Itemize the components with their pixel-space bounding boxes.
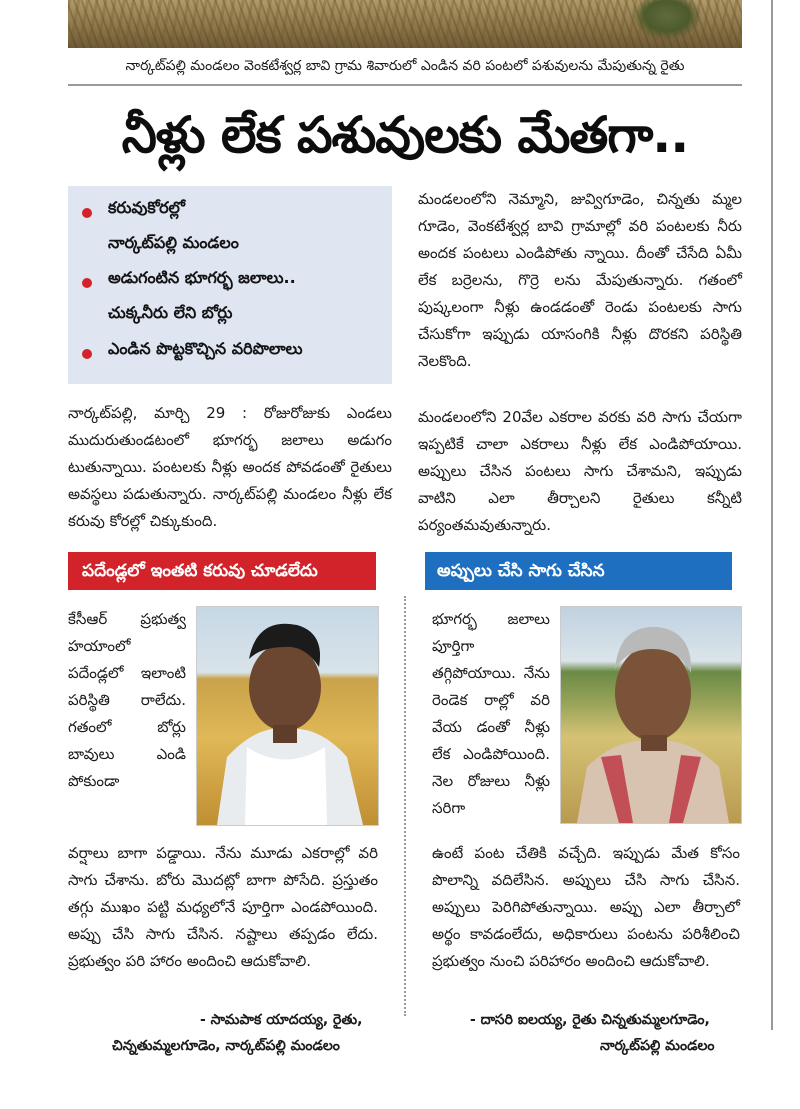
bullet-icon (82, 208, 92, 218)
right-column-paragraph-2: మండలంలోని 20వేల ఎకరాల వరకు వరి సాగు చేయగా ఇప్పటికే చాలా ఎకరాలు నీళ్లు లేక ఎండిపోయాయి. అప్పులు చేసిన పంటలు సాగు చేశామని, ఇప్పుడు వాటిని ఎలా తీర్చాలని రైతులు కన్నీటి పర్యంతమవుతున్నారు. (418, 408, 742, 534)
highlight-3-line-1: ఎండిన పొట్టకొచ్చిన వరిపొలాలు (108, 339, 303, 358)
highlight-1-line-1: కరువుకోరల్లో (108, 198, 186, 217)
farmer-portrait-icon (197, 607, 378, 825)
highlight-2-line-1: అడుగంటిన భూగర్భ జలాలు.. (108, 268, 296, 287)
farmer-photo-left (196, 606, 379, 826)
quote-right-side-text: భూగర్భ జలాలు పూర్తిగా తగ్గిపోయాయి. నేను రెండెక రాల్లో వరి వేయ డంతో నీళ్లు లేక ఎండిపోయింది. నెల రోజులు నీళ్లు సరిగా (432, 610, 550, 817)
quote-left-text: వర్షాలు బాగా పడ్డాయి. నేను మూడు ఎకరాల్లో వరి సాగు చేశాను. బోరు మొదట్లో బాగా పోసేది. ప్రస్తుతం తగ్గు ముఖం పట్టి మధ్యలోనే పూర్తిగా ఎండపోయింది. అప్పు చేసి సాగు చేసిన. నష్టాలు తప్పడం లేదు. ప్రభుత్వం పరి హారం అందించి ఆదుకోవాలి. (68, 844, 378, 970)
column-rule-right (771, 0, 773, 1030)
caption-divider (68, 84, 742, 86)
quote-left-heading: పదేండ్లలో ఇంతటి కరువు చూడలేదు (68, 552, 376, 590)
highlights-box (68, 186, 392, 384)
bullet-icon (82, 278, 92, 288)
highlight-1-line-2: నార్కట్‌పల్లి మండలం (108, 233, 239, 252)
quote-right-text: ఉంటే పంట చేతికి వచ్చేది. ఇప్పుడు మేత కోసం పొలాన్ని వదిలేసిన. అప్పులు చేసి సాగు చేసిన. అప్పులు పెరిగిపోతున్నాయి. అప్పు ఎలా తీర్చాలో అర్థం కావడంలేదు, అధికారులు పంటను పరిశీలించి ప్రభుత్వం నుంచి పరిహారం అందించి ఆదుకోవాలి. (432, 844, 740, 970)
farmer-portrait-icon (561, 607, 741, 823)
dotted-column-divider (404, 596, 406, 1016)
farmer-photo-right (560, 606, 742, 824)
quote-right-signature-name: - దాసరి ఐలయ్య, రైతు చిన్నతుమ్మలగూడెం, (470, 1012, 710, 1028)
lead-paragraph: నార్కట్‌పల్లి, మార్చి 29 : రోజురోజుకు ఎండలు ముదురుతుండటంలో భూగర్భ జలాలు అడుగం టుతున్నాయి. పంటలకు నీళ్లు అందక పోవడంతో రైతులు అవస్థలు పడుతున్నారు. నార్కట్‌పల్లి మండలం నీళ్లు లేక కరువు కోరల్లో చిక్కుకుంది. (68, 404, 392, 530)
quote-right-signature-place: నార్కట్‌పల్లి మండలం (600, 1038, 715, 1054)
quote-left-signature-place: చిన్నతుమ్మలగూడెం, నార్కట్‌పల్లి మండలం (112, 1038, 340, 1054)
headline: నీళ్లు లేక పశువులకు మేతగా.. (121, 106, 689, 164)
bullet-icon (82, 349, 92, 359)
highlight-2-line-2: చుక్కనీరు లేని బోర్లు (108, 303, 233, 322)
photo-caption: నార్కట్‌పల్లి మండలం వెంకటేశ్వర్ల బావి గ్రామ శివారులో ఎండిన వరి పంటలో పశువులను మేపుతున్న రైతు (125, 58, 685, 74)
top-photo-dry-paddy-field (68, 0, 742, 48)
quote-left-side-text: కేసీఆర్ ప్రభుత్వ హయాంలో పదేండ్లలో ఇలాంటి పరిస్థితి రాలేదు. గతంలో బోర్లు బావులు ఎండి పోకుండా (68, 610, 186, 790)
quote-left-signature-name: - సామపాక యాదయ్య, రైతు, (200, 1012, 363, 1028)
shrub-shape (632, 0, 702, 40)
right-column-paragraph-1: మండలంలోని నెమ్మాని, జువ్విగూడెం, చిన్నతు మ్మల గూడెం, వెంకటేశ్వర్ల బావి గ్రామాల్లో వరి పంటలకు నీరు అందక పంటలు ఎండిపోతు న్నాయి. దీంతో చేసేది ఏమీ లేక బర్రెలను, గొర్రె లను మేపుతున్నారు. గతంలో పుష్కలంగా నీళ్లు ఉండడంతో రెండు పంటలకు సాగు చేసుకోగా ఇప్పుడు యాసంగికి నీళ్లు దొరకని పరిస్థితి నెలకొంది. (418, 190, 742, 370)
quote-right-heading: అప్పులు చేసి సాగు చేసిన (425, 552, 732, 590)
